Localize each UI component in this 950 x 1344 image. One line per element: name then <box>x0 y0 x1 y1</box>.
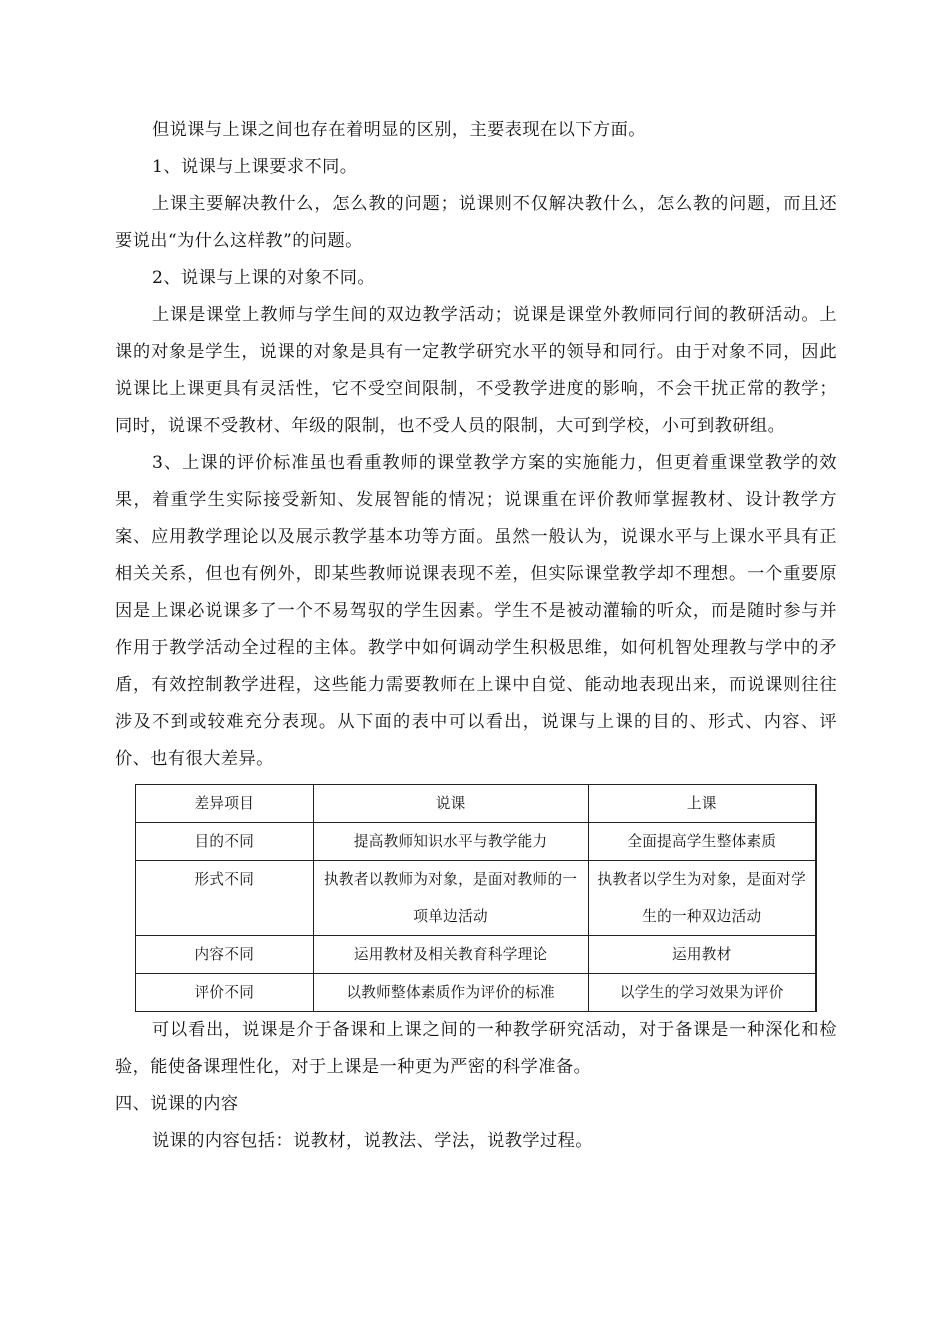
table-header-cell: 上课 <box>588 785 816 823</box>
point-3-body: 3、上课的评价标准虽也看重教师的课堂教学方案的实施能力，但更着重课堂教学的效果，着重学生实际接受新知、发展智能的情况；说课重在评价教师掌握教材、设计教学方案、应用教学理论以及展示教学基本功等方面。虽然一般认为，说课水平与上课水平具有正相关关系，但也有例外，即某些教师说课表现不差，但实际课堂教学却不理想。一个重要原因是上课必说课多了一个不易驾驭的学生因素。学生不是被动灌输的听众，而是随时参与并作用于教学活动全过程的主体。教学中如何调动学生积极思维，如何机智处理教与学中的矛盾，有效控制教学进程，这些能力需要教师在上课中自觉、能动地表现出来，而说课则往往涉及不到或较难充分表现。从下面的表中可以看出，说课与上课的目的、形式、内容、评价、也有很大差异。 <box>115 453 837 769</box>
table-header-cell: 说课 <box>313 785 588 823</box>
table-row <box>136 861 817 936</box>
point-2-body: 上课是课堂上教师与学生间的双边教学活动；说课是课堂外教师同行间的教研活动。上课的对象是学生，说课的对象是具有一定教学研究水平的领导和同行。由于对象不同，因此说课比上课更具有灵活性，它不受空间限制，不受教学进度的影响，不会干扰正常的教学；同时，说课不受教材、年级的限制，也不受人员的限制，大可到学校，小可到教研组。 <box>115 305 837 436</box>
table-row <box>136 823 817 861</box>
paragraph-intro: 但说课与上课之间也存在着明显的区别，主要表现在以下方面。 <box>152 120 646 140</box>
table-row <box>136 974 817 1012</box>
point-1-heading: 1、说课与上课要求不同。 <box>152 157 358 177</box>
table-cell: 评价不同 <box>136 974 314 1012</box>
table-header-row <box>136 785 817 823</box>
table-cell: 执教者以教师为对象，是面对教师的一项单边活动 <box>313 861 588 936</box>
table-cell: 全面提高学生整体素质 <box>588 823 816 861</box>
point-2-heading: 2、说课与上课的对象不同。 <box>152 268 376 288</box>
document-page <box>115 112 837 1160</box>
table-cell: 运用教材 <box>588 936 816 974</box>
comparison-table <box>135 784 817 1012</box>
table-cell: 以教师整体素质作为评价的标准 <box>313 974 588 1012</box>
table-row <box>136 936 817 974</box>
section-intro: 说课的内容包括：说教材，说教法、学法，说教学过程。 <box>152 1131 593 1151</box>
table-cell: 提高教师知识水平与教学能力 <box>313 823 588 861</box>
point-1-body: 上课主要解决教什么，怎么教的问题；说课则不仅解决教什么，怎么教的问题，而且还要说出“为什么这样教”的问题。 <box>115 194 837 251</box>
table-cell: 目的不同 <box>136 823 314 861</box>
table-cell: 运用教材及相关教育科学理论 <box>313 936 588 974</box>
table-cell: 以学生的学习效果为评价 <box>588 974 816 1012</box>
conclusion-paragraph: 可以看出，说课是介于备课和上课之间的一种教学研究活动，对于备课是一种深化和检验，能使备课理性化，对于上课是一种更为严密的科学准备。 <box>115 1020 837 1077</box>
section-heading: 四、说课的内容 <box>115 1094 239 1114</box>
table-cell: 形式不同 <box>136 861 314 936</box>
table-cell: 内容不同 <box>136 936 314 974</box>
table-cell: 执教者以学生为对象，是面对学生的一种双边活动 <box>588 861 816 936</box>
table-header-cell: 差异项目 <box>136 785 314 823</box>
